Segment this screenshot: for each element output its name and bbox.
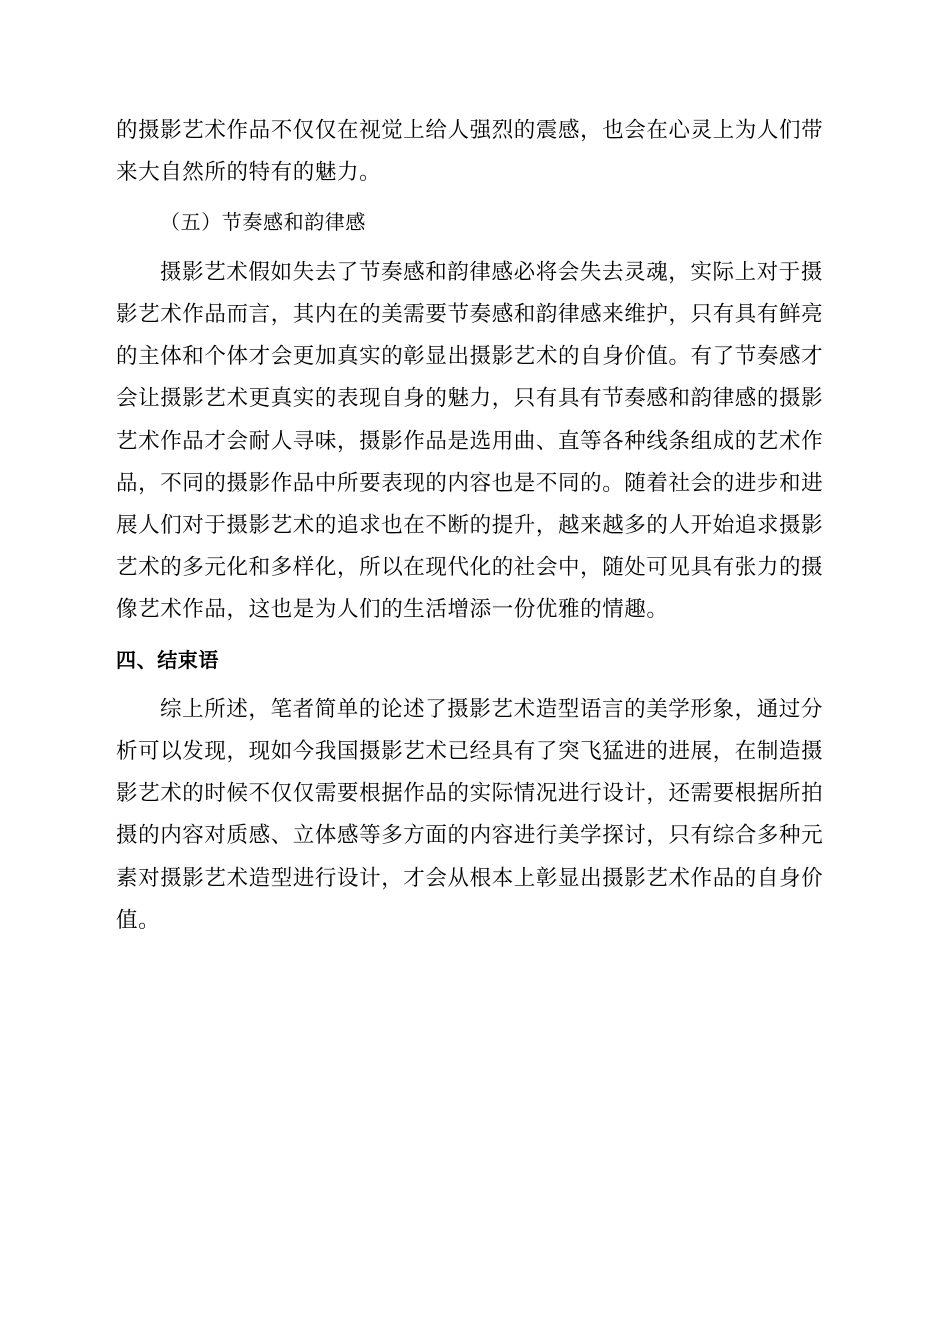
paragraph-line: 摄影艺术假如失去了节奏感和韵律感必将会失去灵魂，实际上对于摄 <box>160 260 824 285</box>
paragraph-line: 摄的内容对质感、立体感等多方面的内容进行美学探讨，只有综合多种元 <box>116 823 824 848</box>
paragraph-line: 影艺术的时候不仅仅需要根据作品的实际情况进行设计，还需要根据所拍 <box>116 781 824 806</box>
paragraph-line: 析可以发现，现如今我国摄影艺术已经具有了突飞猛进的进展，在制造摄 <box>116 739 824 764</box>
paragraph-line: 品，不同的摄影作品中所要表现的内容也是不同的。随着社会的进步和进 <box>116 471 824 496</box>
paragraph-line: 会让摄影艺术更真实的表现自身的魅力，只有具有节奏感和韵律感的摄影 <box>116 386 824 411</box>
paragraph-line: 像艺术作品，这也是为人们的生活增添一份优雅的情趣。 <box>116 597 669 622</box>
paragraph-line: 艺术的多元化和多样化，所以在现代化的社会中，随处可见具有张力的摄 <box>116 555 824 580</box>
paragraph-line: 综上所述，笔者简单的论述了摄影艺术造型语言的美学形象，通过分 <box>160 697 824 722</box>
paragraph-line: 艺术作品才会耐人寻味，摄影作品是选用曲、直等各种线条组成的艺术作 <box>116 429 824 454</box>
paragraph-line: 的摄影艺术作品不仅仅在视觉上给人强烈的震感，也会在心灵上为人们带 <box>116 118 824 143</box>
section-heading: （五）节奏感和韵律感 <box>160 210 366 234</box>
paragraph-line: 来大自然所的特有的魅力。 <box>116 160 382 185</box>
paragraph-line: 素对摄影艺术造型进行设计，才会从根本上彰显出摄影艺术作品的自身价 <box>116 866 824 891</box>
paragraph-line: 值。 <box>116 908 161 933</box>
paragraph-line: 的主体和个体才会更加真实的彰显出摄影艺术的自身价值。有了节奏感才 <box>116 344 824 369</box>
paragraph-line: 影艺术作品而言，其内在的美需要节奏感和韵律感来维护，只有具有鲜亮 <box>116 302 824 327</box>
conclusion-heading: 四、结束语 <box>116 648 219 672</box>
paragraph-line: 展人们对于摄影艺术的追求也在不断的提升，越来越多的人开始追求摄影 <box>116 513 824 538</box>
